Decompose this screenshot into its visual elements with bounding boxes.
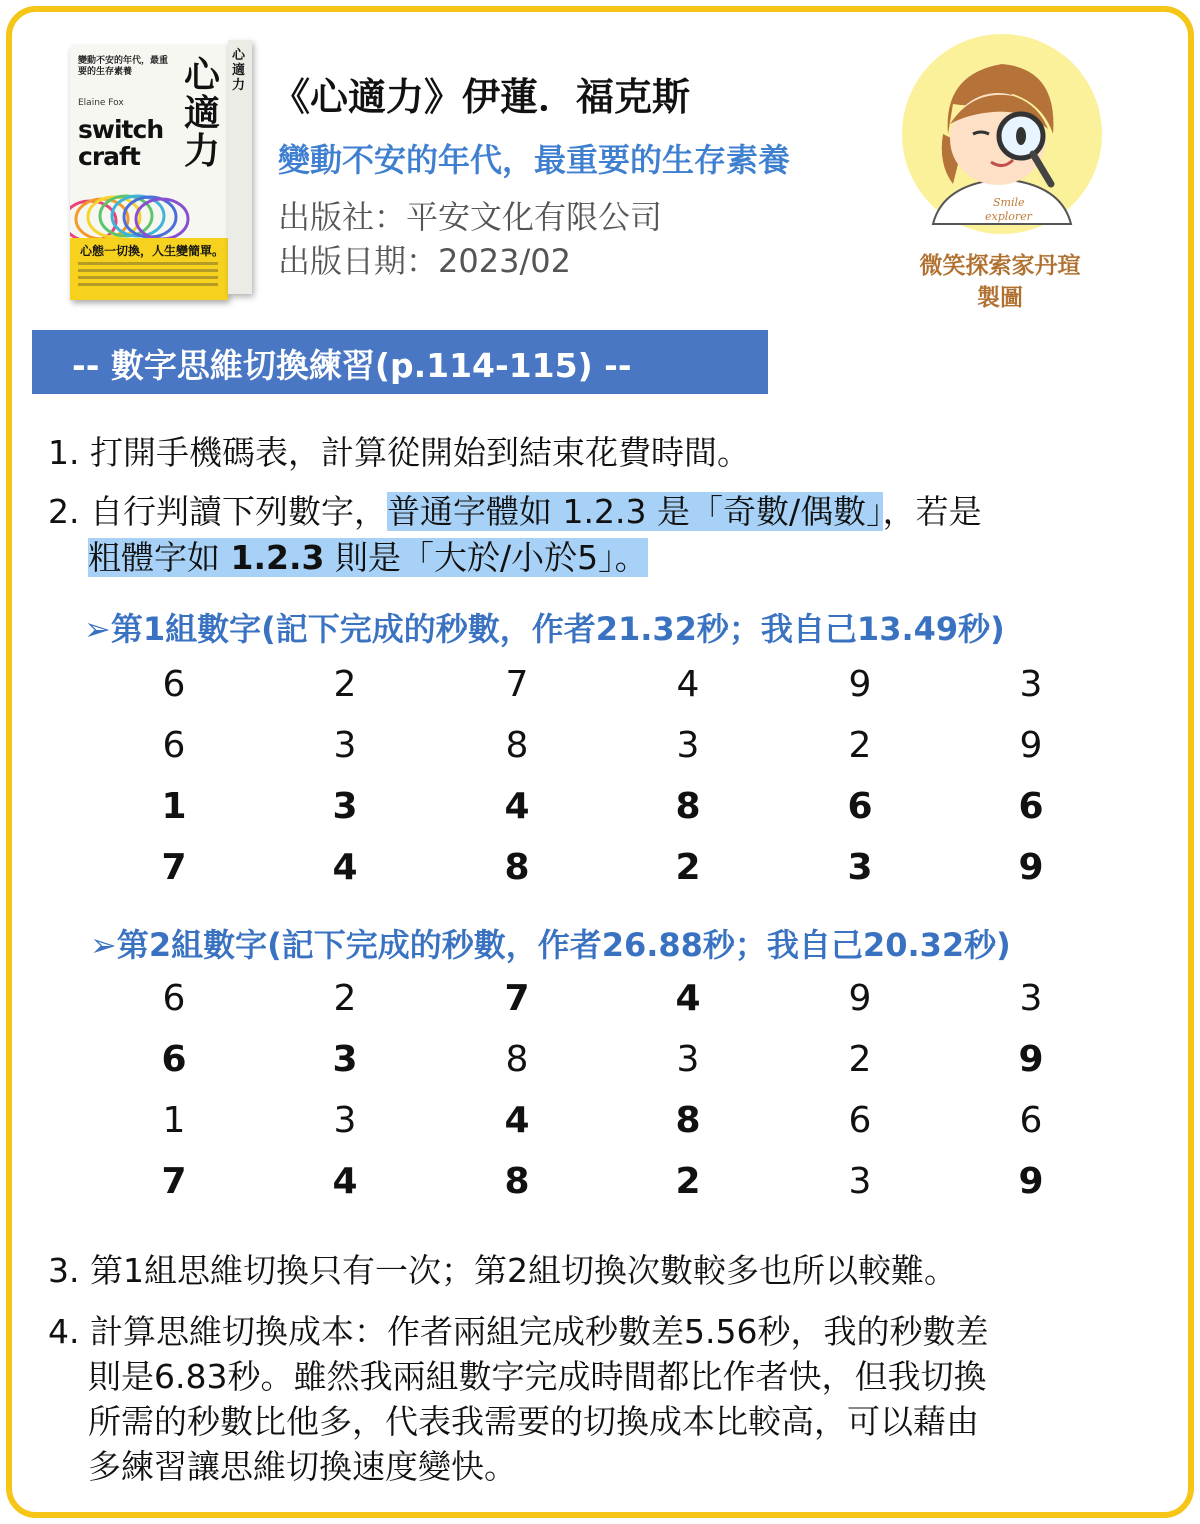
step-2-highlight-a	[387, 492, 883, 531]
number-normal: 9	[848, 978, 872, 1019]
number-bold: 6	[847, 786, 873, 827]
number-bold: 4	[332, 1161, 358, 1202]
number-normal: 3	[676, 1039, 700, 1080]
number-normal: 4	[676, 664, 700, 705]
number-bold: 8	[675, 1100, 701, 1141]
credit	[880, 250, 1120, 314]
number-row	[0, 978, 1200, 1028]
number-normal: 6	[848, 1100, 872, 1141]
number-row	[0, 1039, 1200, 1089]
number-row	[0, 786, 1200, 836]
number-bold: 9	[1018, 847, 1044, 888]
step-4-line-4: 多練習讓思維切換速度變快。	[88, 1447, 517, 1486]
spine-title: 心適力	[232, 48, 246, 93]
step-2-greater-less: 則是「大於/小於5」。	[334, 538, 648, 577]
number-row	[0, 1100, 1200, 1150]
number-bold: 3	[332, 1039, 358, 1080]
book-band-text: 心態一切換，人生變簡單。	[80, 244, 225, 258]
step-2-normal-font-label: 普通字體如	[386, 492, 552, 531]
number-row	[0, 847, 1200, 897]
number-bold: 7	[161, 1161, 187, 1202]
book-subtitle: 變動不安的年代，最重要的生存素養	[278, 141, 791, 179]
step-2-if: ，若是	[882, 492, 982, 531]
step-1: 1. 打開手機碼表，計算從開始到結束花費時間。	[48, 433, 750, 472]
step-2-bold-example: 1.2.3	[230, 538, 325, 577]
number-bold: 2	[675, 1161, 701, 1202]
book-tagline: 變動不安的年代，最重要的生存素養	[78, 56, 169, 77]
step-2-intro: 2. 自行判讀下列數字，	[48, 492, 387, 531]
number-normal: 3	[1019, 978, 1043, 1019]
shirt-text-1: Smile	[993, 196, 1025, 209]
number-bold: 6	[161, 1039, 187, 1080]
number-bold: 3	[847, 847, 873, 888]
number-normal: 1	[162, 1100, 186, 1141]
step-4-line-2: 則是6.83秒。雖然我兩組數字完成時間都比作者快，但我切換	[88, 1357, 987, 1396]
step-3: 3. 第1組思維切換只有一次；第2組切換次數較多也所以較難。	[48, 1251, 957, 1290]
number-bold: 1	[161, 786, 187, 827]
step-4-line-3: 所需的秒數比他多，代表我需要的切換成本比較高，可以藉由	[88, 1402, 979, 1441]
number-bold: 9	[1018, 1039, 1044, 1080]
group-1-heading: ➢第1組數字(記下完成的秒數，作者21.32秒；我自己13.49秒)	[84, 610, 1005, 648]
section-banner	[32, 330, 768, 394]
number-normal: 2	[333, 664, 357, 705]
number-normal: 3	[848, 1161, 872, 1202]
credit-line-1: 微笑探索家丹瑄	[919, 253, 1081, 279]
number-bold: 3	[332, 786, 358, 827]
number-normal: 6	[162, 978, 186, 1019]
avatar-illustration	[893, 34, 1111, 234]
book-author: Elaine Fox	[78, 98, 124, 108]
step-2-normal-example: 1.2.3	[562, 492, 647, 531]
book-cover	[70, 40, 255, 302]
number-normal: 6	[162, 664, 186, 705]
number-normal: 6	[162, 725, 186, 766]
number-bold: 7	[161, 847, 187, 888]
book-band	[70, 238, 228, 300]
number-normal: 3	[676, 725, 700, 766]
step-2-line-2	[88, 532, 648, 579]
number-normal: 2	[848, 1039, 872, 1080]
number-bold: 4	[675, 978, 701, 1019]
number-normal: 3	[1019, 664, 1043, 705]
number-row	[0, 1161, 1200, 1211]
number-normal: 7	[505, 664, 529, 705]
number-bold: 4	[504, 786, 530, 827]
book-front	[70, 46, 228, 300]
number-bold: 4	[332, 847, 358, 888]
step-2-odd-even: 是「奇數/偶數」	[656, 492, 883, 531]
book-title-zh: 心適力	[184, 54, 221, 172]
number-row	[0, 664, 1200, 714]
publisher: 出版社：平安文化有限公司	[278, 198, 663, 236]
section-banner-text: -- 數字思維切換練習(p.114-115) --	[72, 346, 632, 385]
number-row	[0, 725, 1200, 775]
number-normal: 2	[333, 978, 357, 1019]
number-normal: 3	[333, 725, 357, 766]
number-bold: 9	[1018, 1161, 1044, 1202]
number-normal: 6	[1019, 1100, 1043, 1141]
number-bold: 4	[504, 1100, 530, 1141]
group-2-heading: ➢第2組數字(記下完成的秒數，作者26.88秒；我自己20.32秒)	[90, 926, 1011, 964]
book-title: 《心適力》伊蓮．福克斯	[272, 75, 691, 119]
step-4-line-1: 4. 計算思維切換成本：作者兩組完成秒數差5.56秒，我的秒數差	[48, 1312, 989, 1351]
number-normal: 8	[505, 1039, 529, 1080]
number-bold: 2	[675, 847, 701, 888]
number-normal: 3	[333, 1100, 357, 1141]
number-bold: 8	[504, 847, 530, 888]
book-band-fineprint	[78, 262, 218, 290]
number-normal: 9	[848, 664, 872, 705]
book-title-en: switch craft	[78, 115, 164, 171]
step-2-line-1	[48, 486, 982, 533]
book-spine	[228, 40, 252, 294]
publish-date: 出版日期：2023/02	[278, 242, 571, 280]
number-bold: 6	[1018, 786, 1044, 827]
number-bold: 8	[504, 1161, 530, 1202]
step-2-bold-font-label: 粗體字如	[88, 538, 220, 577]
number-bold: 8	[675, 786, 701, 827]
slinky-illustration	[70, 186, 210, 246]
number-normal: 2	[848, 725, 872, 766]
credit-line-2: 製圖	[977, 285, 1023, 311]
number-normal: 8	[505, 725, 529, 766]
number-normal: 9	[1019, 725, 1043, 766]
shirt-text-2: explorer	[985, 210, 1032, 223]
step-2-highlight-b	[88, 538, 648, 577]
number-bold: 7	[504, 978, 530, 1019]
